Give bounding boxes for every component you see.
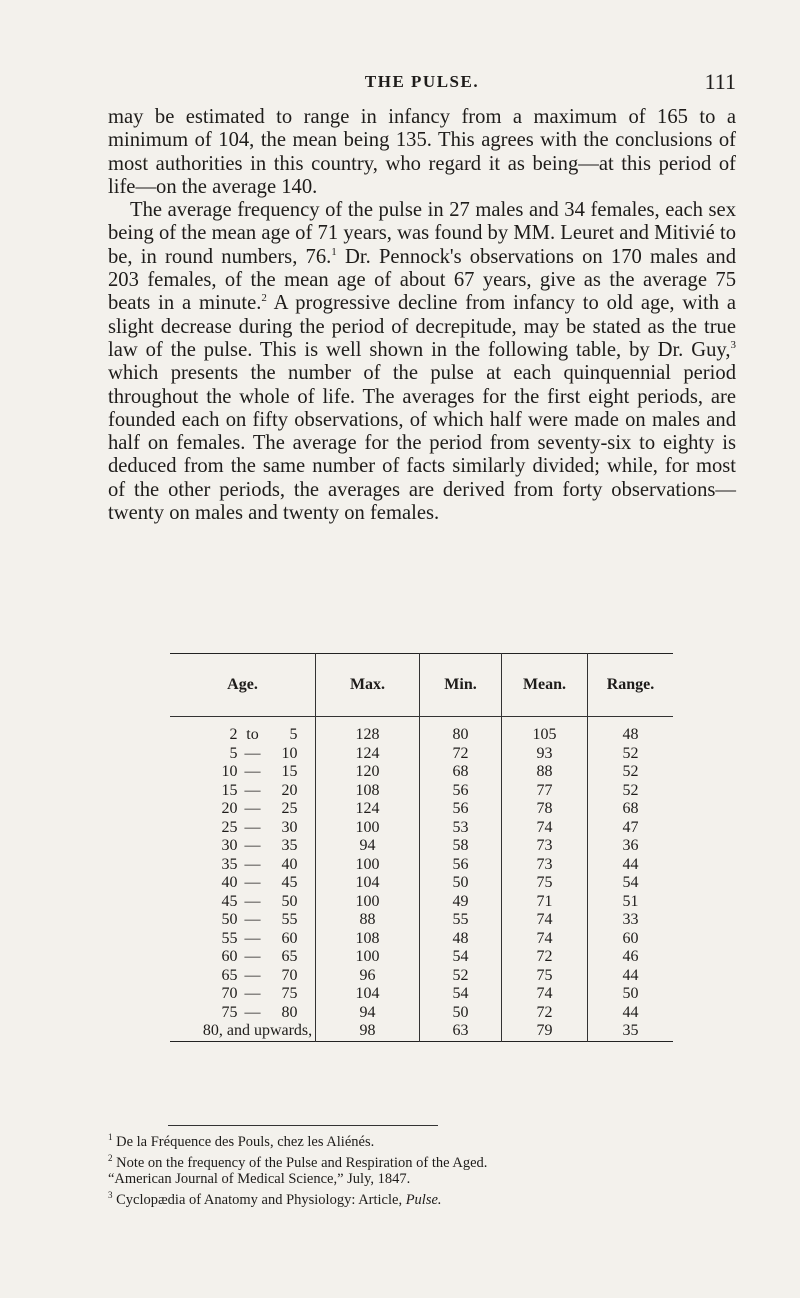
min-cell: 55 (420, 911, 502, 930)
footnote-3: $^3$ Cyclopædia of Anatomy and Physiology: Article, Pulse. (108, 1189, 442, 1208)
mean-cell: 75 (502, 874, 588, 893)
paragraph-1: may be estimated to range in infancy from a maximum of 165 to a minimum of 104, the mean being 135. This agrees with the conclusions of most authorities in this country, who regard it as being—at this period of life—on the average 140. (108, 106, 736, 198)
range-cell: 36 (588, 837, 674, 856)
table-row (170, 856, 673, 875)
age-cell: 60 — 65 (221, 948, 298, 965)
table-header-row (170, 654, 673, 717)
range-cell: 47 (588, 819, 674, 838)
max-cell: 108 (316, 782, 420, 801)
footnote-ref-1: 1 (331, 245, 337, 258)
max-cell: 98 (316, 1022, 420, 1041)
footnote-1: $^1$ De la Fréquence des Pouls, chez les Aliénés. (108, 1132, 375, 1150)
age-cell: 55 — 60 (221, 929, 298, 947)
min-cell: 54 (420, 985, 502, 1004)
max-cell: 104 (316, 985, 420, 1004)
footnote-rule (168, 1125, 438, 1126)
min-cell: 48 (420, 930, 502, 949)
max-cell: 128 (316, 717, 420, 745)
body-text (108, 106, 736, 525)
paragraph-2-part-2: Dr. Pennock's observations on 170 males and 203 females, of the mean age of about 67 years, give as the average 75 beats in a minute. (108, 245, 736, 315)
table-row (170, 893, 673, 912)
age-cell: 50 — 55 (221, 911, 298, 928)
age-cell: 5 — 10 (229, 744, 298, 762)
min-cell: 63 (420, 1022, 502, 1041)
table-row (170, 819, 673, 838)
table-row (170, 930, 673, 949)
max-cell: 100 (316, 819, 420, 838)
max-cell: 124 (316, 745, 420, 764)
mean-cell: 71 (502, 893, 588, 912)
paragraph-2-part-4: which presents the number of the pulse at each quinquennial period throughout the whole of life. The averages for the first eight periods, are founded each on fifty observations, of which half were made on males and half on females. The average for the period from seventy-six to eighty is deduced from the same number of facts similarly divided; while, for most of the other periods, the averages are derived from forty observations—twenty on males and twenty on females. (108, 362, 736, 525)
header-age: Age. (170, 654, 316, 717)
table-row (170, 1022, 673, 1041)
range-cell: 33 (588, 911, 674, 930)
table-row (170, 763, 673, 782)
paragraph-2-part-3: A progressive decline from infancy to old age, with a slight decrease during the period of decrepitude, may be stated as the true law of the pulse. This is well shown in the following table, by Dr. Guy, (108, 292, 737, 361)
mean-cell: 93 (502, 745, 588, 764)
min-cell: 56 (420, 856, 502, 875)
min-cell: 58 (420, 837, 502, 856)
mean-cell: 77 (502, 782, 588, 801)
mean-cell: 73 (502, 856, 588, 875)
max-cell: 104 (316, 874, 420, 893)
age-cell: 75 — 80 (221, 1003, 298, 1021)
max-cell: 94 (316, 837, 420, 856)
range-cell: 50 (588, 985, 674, 1004)
table-body (170, 717, 673, 1042)
range-cell: 52 (588, 782, 674, 801)
footnotes (108, 1125, 748, 1207)
min-cell: 80 (420, 717, 502, 745)
table-row (170, 911, 673, 930)
range-cell: 52 (588, 745, 674, 764)
table-row (170, 1004, 673, 1023)
mean-cell: 105 (502, 717, 588, 745)
mean-cell: 74 (502, 930, 588, 949)
age-cell: 80, and upwards, (202, 1022, 313, 1039)
max-cell: 96 (316, 967, 420, 986)
max-cell: 100 (316, 948, 420, 967)
min-cell: 54 (420, 948, 502, 967)
header-max: Max. (316, 654, 420, 717)
paragraph-2-part-1: The average frequency of the pulse in 27 males and 34 females, each sex being of the mean age of 71 years, was found by MM. Leuret and Mitivié to be, in round numbers, 76. (108, 199, 736, 268)
mean-cell: 74 (502, 985, 588, 1004)
mean-cell: 74 (502, 819, 588, 838)
max-cell: 108 (316, 930, 420, 949)
max-cell: 88 (316, 911, 420, 930)
table-row (170, 717, 673, 745)
table-row (170, 800, 673, 819)
range-cell: 54 (588, 874, 674, 893)
header-range: Range. (588, 654, 674, 717)
mean-cell: 79 (502, 1022, 588, 1041)
header-mean: Mean. (502, 654, 588, 717)
range-cell: 68 (588, 800, 674, 819)
mean-cell: 72 (502, 948, 588, 967)
min-cell: 72 (420, 745, 502, 764)
min-cell: 68 (420, 763, 502, 782)
table-row (170, 985, 673, 1004)
age-cell: 15 — 20 (221, 781, 298, 799)
footnote-ref-2: 2 (261, 292, 267, 305)
range-cell: 46 (588, 948, 674, 967)
mean-cell: 88 (502, 763, 588, 782)
range-cell: 44 (588, 1004, 674, 1023)
min-cell: 53 (420, 819, 502, 838)
range-cell: 44 (588, 967, 674, 986)
age-cell: 25 — 30 (221, 818, 298, 836)
max-cell: 100 (316, 893, 420, 912)
min-cell: 50 (420, 874, 502, 893)
range-cell: 44 (588, 856, 674, 875)
age-cell: 40 — 45 (221, 874, 298, 891)
min-cell: 49 (420, 893, 502, 912)
footnote-2-continued: “American Journal of Medical Science,” July, 1847. (108, 1170, 411, 1187)
age-cell: 35 — 40 (221, 855, 298, 873)
age-cell: 45 — 50 (221, 892, 298, 910)
table-row (170, 874, 673, 893)
min-cell: 50 (420, 1004, 502, 1023)
min-cell: 56 (420, 800, 502, 819)
age-cell: 10 — 15 (221, 763, 298, 780)
running-title: THE PULSE. (364, 72, 480, 91)
footnote-2: $^2$ Note on the frequency of the Pulse and Respiration of the Aged. (108, 1152, 488, 1171)
range-cell: 35 (588, 1022, 674, 1041)
running-header (108, 69, 736, 102)
table-row (170, 782, 673, 801)
age-cell: 20 — 25 (221, 800, 298, 817)
max-cell: 100 (316, 856, 420, 875)
table-row (170, 745, 673, 764)
page-number: 111 (704, 69, 736, 94)
mean-cell: 73 (502, 837, 588, 856)
range-cell: 60 (588, 930, 674, 949)
age-cell: 65 — 70 (221, 966, 298, 984)
table-row (170, 967, 673, 986)
range-cell: 52 (588, 763, 674, 782)
age-cell: 2 to 5 (229, 726, 298, 743)
min-cell: 52 (420, 967, 502, 986)
max-cell: 94 (316, 1004, 420, 1023)
min-cell: 56 (420, 782, 502, 801)
mean-cell: 74 (502, 911, 588, 930)
max-cell: 124 (316, 800, 420, 819)
footnote-ref-3: 3 (730, 339, 736, 352)
mean-cell: 72 (502, 1004, 588, 1023)
mean-cell: 75 (502, 967, 588, 986)
mean-cell: 78 (502, 800, 588, 819)
header-min: Min. (420, 654, 502, 717)
pulse-table (170, 653, 673, 1042)
age-cell: 30 — 35 (221, 837, 298, 854)
max-cell: 120 (316, 763, 420, 782)
range-cell: 48 (588, 717, 674, 745)
age-cell: 70 — 75 (221, 985, 298, 1002)
table-row (170, 948, 673, 967)
paragraph-2 (108, 199, 736, 525)
table-row (170, 837, 673, 856)
range-cell: 51 (588, 893, 674, 912)
